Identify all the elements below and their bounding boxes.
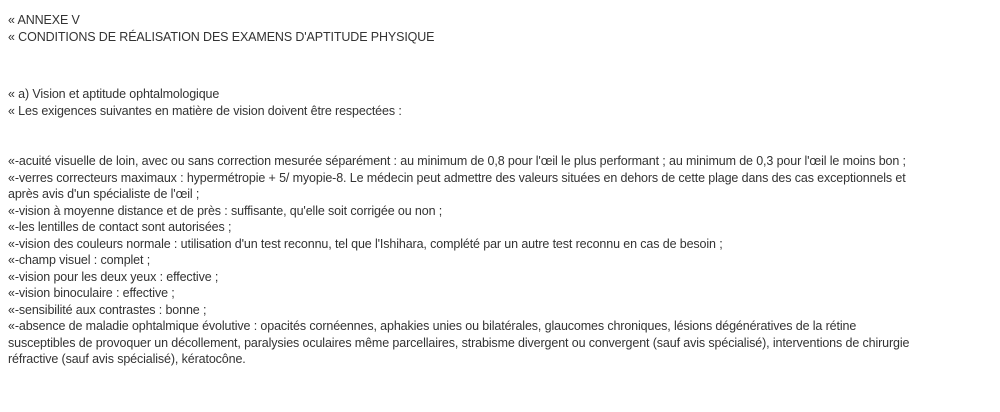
section-intro: « Les exigences suivantes en matière de vision doivent être respectées : [8,104,402,118]
section-a-heading [8,86,992,120]
requirement-line-continuation: réfractive (sauf avis spécialisé), kératocône. [8,352,246,366]
requirement-line: «-vision binoculaire : effective ; [8,286,175,300]
requirement-line: «-champ visuel : complet ; [8,253,151,267]
requirement-line: «-acuité visuelle de loin, avec ou sans correction mesurée séparément : au minimum de 0,8 pour l'œil le plus performant ; au minimum de 0,3 pour l'œil le moins bon ; [8,154,906,168]
section-title: « a) Vision et aptitude ophtalmologique [8,87,220,101]
annex-header [8,12,992,46]
requirement-line: «-vision pour les deux yeux : effective ; [8,269,219,284]
annex-title: « ANNEXE V [8,13,80,27]
vision-requirements-list [8,153,992,368]
annex-subtitle: « CONDITIONS DE RÉALISATION DES EXAMENS D'APTITUDE PHYSIQUE [8,30,435,44]
requirement-line: «-vision à moyenne distance et de près : suffisante, qu'elle soit corrigée ou non ; [8,203,443,218]
requirement-line-continuation: après avis d'un spécialiste de l'œil ; [8,187,200,201]
requirement-line: «-verres correcteurs maximaux : hypermétropie + 5/ myopie-8. Le médecin peut admettre des valeurs situées en dehors de cette plage dans des cas exceptionnels et [8,170,906,185]
requirement-line: «-vision des couleurs normale : utilisation d'un test reconnu, tel que l'Ishihara, complété par un autre test reconnu en cas de besoin ; [8,236,723,251]
requirement-line-continuation: susceptibles de provoquer un décollement, paralysies oculaires même parcellaires, strabisme divergent ou convergent (sauf avis spécialisé), interventions de chirurgie [8,335,910,350]
requirement-line: «-sensibilité aux contrastes : bonne ; [8,302,207,317]
requirement-line: «-absence de maladie ophtalmique évolutive : opacités cornéennes, aphakies unies ou bilatérales, glaucomes chroniques, lésions dégénératives de la rétine [8,319,857,333]
requirement-line: «-les lentilles de contact sont autorisées ; [8,220,232,234]
